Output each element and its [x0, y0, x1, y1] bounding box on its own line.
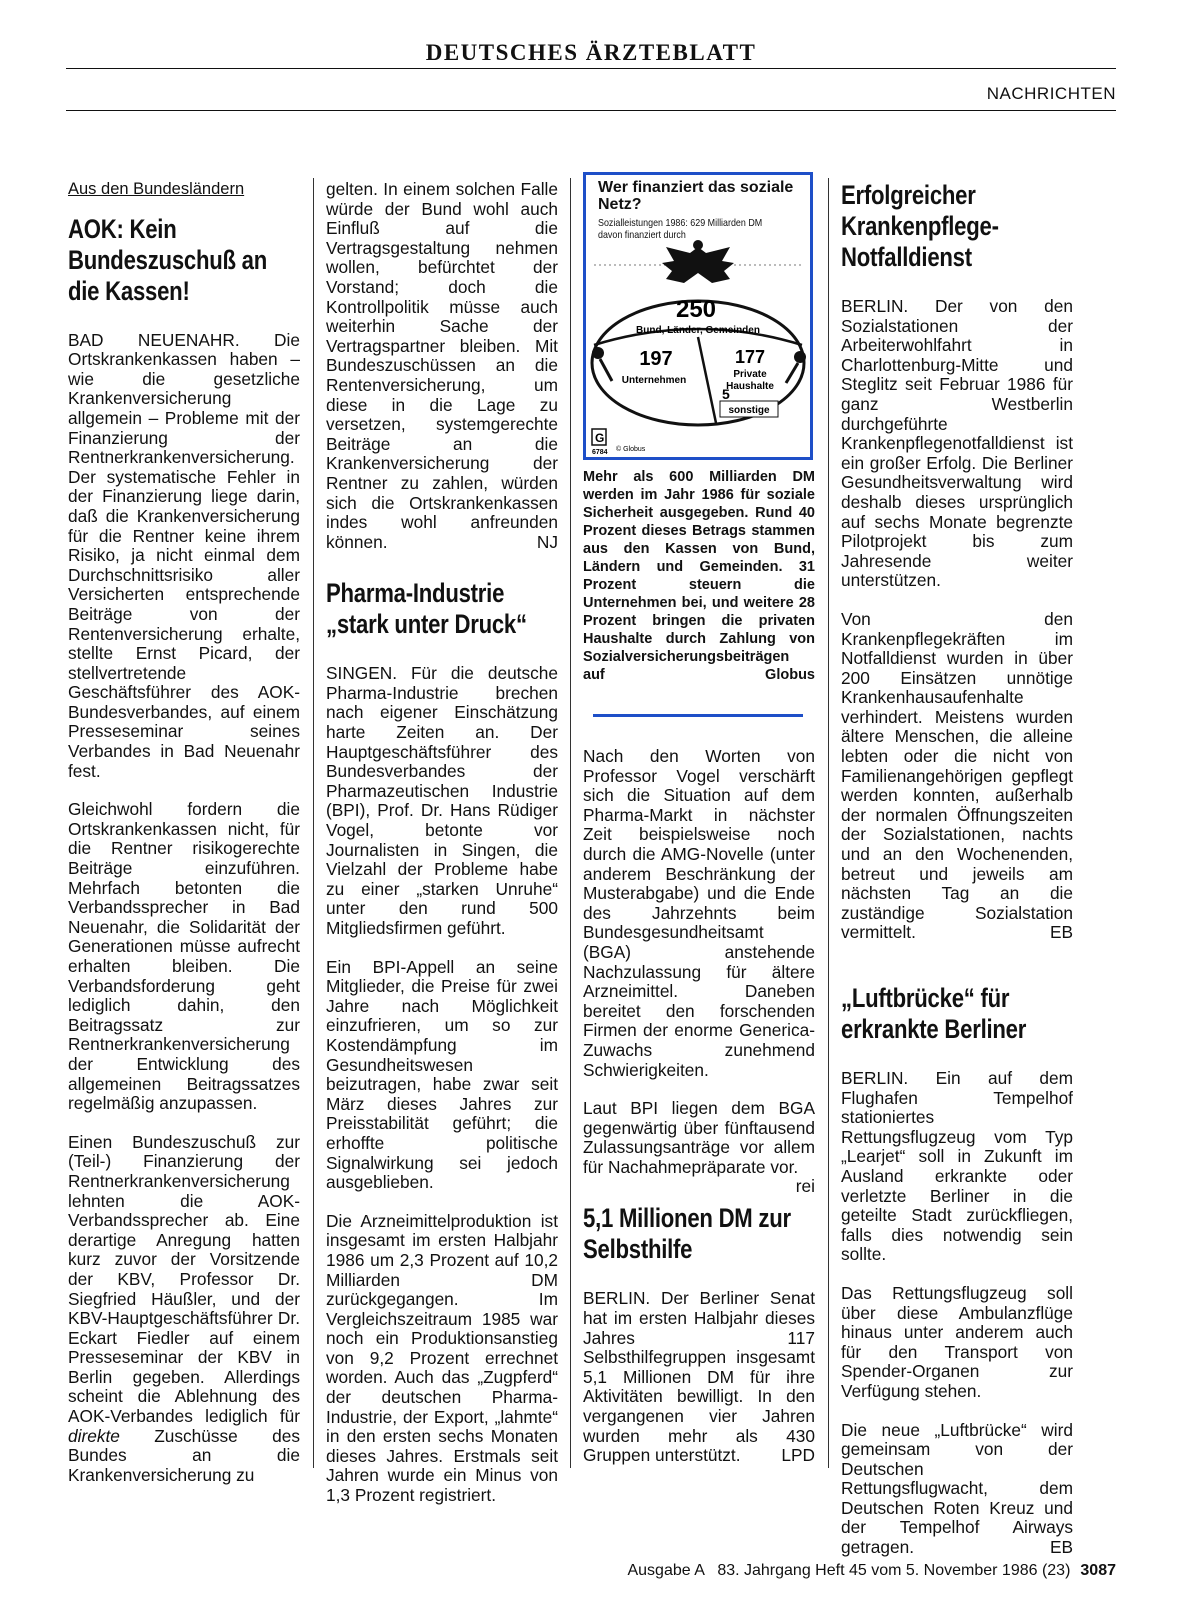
- author-signature: rei: [795, 1176, 815, 1197]
- article-paragraph: [583, 1289, 815, 1465]
- graphic-credit: © Globus: [616, 446, 646, 453]
- label-250: Bund, Länder, Gemeinden: [636, 325, 760, 336]
- column-4: [841, 180, 1073, 1558]
- column-3: [583, 172, 815, 1466]
- page-footer: [627, 1562, 1116, 1580]
- article-paragraph: Die Arzneimittelproduktion ist insgesamt im ersten Halbjahr 1986 um 2,3 Prozent auf 10,2 Milliarden DM zurückgegangen. Im Vergleichszeitraum 1985 war noch ein Produktionsanstieg von 9,2 Prozent errechnet worden. Auch das „Zugpferd“ der deutschen Pharma-Industrie, der Export, „lahmte“ in den ersten sechs Monaten dieses Jahres. Erstmals seit Jahren wurde ein Minus von 1,3 Prozent registriert.: [326, 1210, 558, 1506]
- column-divider: [828, 178, 829, 1468]
- graphic-code: 6784: [592, 449, 608, 456]
- eagle-icon: [662, 240, 734, 283]
- label-197: Unternehmen: [621, 375, 687, 386]
- caption-text: Mehr als 600 Milliarden DM werden im Jahr 1986 für soziale Sicherheit ausgegeben. Rund 40 Prozent dieses Betrags stammen aus den Kassen von Bund, Ländern und Gemeinden. 31 Prozent steuern die Unternehmen bei, und weitere 28 Prozent bringen die privaten Haushalte durch Zahlung von Sozialversicherungsbeiträgen auf: [583, 469, 815, 683]
- infographic-caption: [583, 468, 815, 684]
- text-run: Einen Bundeszuschuß zur (Teil-) Finanzierung der Rentnerkrankenversicherung lehnten die AOK-Verbandssprecher ab. Eine derartige Anregung hatten kurz zuvor der Vorsitzende der KBV, Professor Dr. Siegfried Häußler, und der KBV-Hauptgeschäftsführer Dr. Eckart Fiedler auf einem Presseseminar der KBV in Berlin gegeben. Allerdings scheint die Ablehnung des AOK-Verbandes lediglich für: [68, 1131, 300, 1427]
- subtitle-line: Sozialleistungen 1986: 629 Milliarden DM: [598, 217, 763, 229]
- text-run: BERLIN. Der Berliner Senat hat im ersten Halbjahr dieses Jahres 117 Selbsthilfegruppen insgesamt 5,1 Millionen DM für ihre Aktivitäten bewilligt. In den vergangenen vier Jahren wurden mehr als 430 Gruppen unterstützt.: [583, 1288, 815, 1466]
- author-signature: NJ: [536, 531, 558, 552]
- blue-divider: [593, 714, 803, 717]
- value-250: 250: [675, 296, 717, 323]
- article-paragraph: Ein BPI-Appell an seine Mitglieder, die Preise für zwei Jahre nach Möglichkeit einzufrieren, um so zur Kostendämpfung im Gesundheitswesen beizutragen, habe zwar seit März dieses Jahres zur Preisstabilität geführt; die erhoffte politische Signalwirkung sei jedoch ausgeblieben.: [326, 956, 558, 1193]
- text-run: Die neue „Luftbrücke“ wird gemeinsam von der Deutschen Rettungsflugwacht, dem Deutschen Roten Kreuz und der Tempelhof Airways getragen.: [841, 1419, 1073, 1558]
- globus-logo-letter: G: [595, 431, 605, 445]
- article-paragraph: [841, 1421, 1073, 1558]
- headline-notfalldienst: Erfolgreicher Krankenpflege-Notfalldienst: [841, 180, 999, 272]
- article-paragraph: BAD NEUENAHR. Die Ortskrankenkassen haben – wie die gesetzliche Krankenversicherung allgemein – Probleme mit der Finanzierung der Rentnerkrankenversicherung. Der systematische Fehler in der Finanzierung liege darin, daß die Krankenversicherung für die Rentner keine ihrem Risiko, ja nicht einmal dem Durchschnittsrisiko aller Versicherten entsprechende Beiträge von der Rentenversicherung erhalte, stellte Ernst Picard, der stellvertretende Geschäftsführer des AOK-Bundesverbandes, auf einem Presseseminar seines Verbandes in Bad Neuenahr fest.: [68, 329, 300, 781]
- subtitle-line: davon finanziert durch: [598, 229, 686, 241]
- emphasis: direkte: [68, 1425, 120, 1446]
- column-2: [326, 180, 558, 1506]
- author-signature: EB: [1049, 1537, 1073, 1558]
- label-177: Private: [733, 369, 767, 380]
- section-rule: [66, 110, 1116, 111]
- headline-pharma: Pharma-Industrie „stark unter Druck“: [326, 578, 527, 640]
- text-run: Von den Krankenpflegekräften im Notfalldienst wurden in über 200 Einsätzen unnötige Krankenhausaufenhalte verhindert. Meistens wurden ältere Menschen, die alleine lebten oder die nicht von Familienangehörigen gepflegt werden konnten, außerhalb der normalen Öffnungszeiten der Sozialstationen, nachts und an den Wochenenden, betreut und jeweils am nächsten Tag an die zuständige Sozialstation vermittelt.: [841, 608, 1073, 943]
- caption-signature: Globus: [765, 667, 815, 683]
- column-divider: [570, 178, 571, 1468]
- article-paragraph: [68, 1133, 300, 1486]
- text-run: Laut BPI liegen dem BGA gegenwärtig über fünftausend Zulassungsanträge vor allem für Nachahmepräparate vor.: [583, 1098, 815, 1177]
- article-paragraph: [326, 180, 558, 552]
- column-1: [68, 180, 300, 1485]
- headline-aok: AOK: Kein Bundeszuschuß an die Kassen!: [68, 213, 268, 306]
- label-5: sonstige: [728, 405, 770, 416]
- article-paragraph: SINGEN. Für die deutsche Pharma-Industrie brechen nach eigener Einschätzung harte Zeiten an. Der Hauptgeschäftsführer des Bundesverbandes der Pharmazeutischen Industrie (BPI), Prof. Dr. Hans Rüdiger Vogel, betonte vor Journalisten in Singen, die Vielzahl der Probleme habe zu einer „starken Unruhe“ unter den rund 500 Mitgliedsfirmen geführt.: [326, 663, 558, 938]
- article-paragraph: Das Rettungsflugzeug soll über diese Ambulanzflüge hinaus unter anderem auch für den Transport von Spender-Organen zur Verfügung stehen.: [841, 1282, 1073, 1401]
- author-signature: LPD: [781, 1445, 815, 1466]
- section-label: NACHRICHTEN: [986, 84, 1116, 103]
- label-177: Haushalte: [726, 381, 774, 392]
- kicker: Aus den Bundesländern: [68, 180, 245, 198]
- value-177: 177: [734, 347, 766, 367]
- headline-luftbruecke: „Luftbrücke“ für erkrankte Berliner: [841, 983, 1027, 1044]
- infographic-title: Wer finanziert das soziale Netz?: [598, 179, 794, 213]
- headline-selbsthilfe: 5,1 Millionen DM zur Selbsthilfe: [583, 1203, 791, 1265]
- issue-info: Ausgabe A 83. Jahrgang Heft 45 vom 5. November 1986 (23): [627, 1562, 1071, 1579]
- text-run: gelten. In einem solchen Falle würde der Bund wohl auch Einfluß auf die Vertragsgestaltung nehmen wollen, befürchtet der Vorstand; doch die Kontrollpolitik müsse auch weiterhin Sache der Vertragspartner bleiben. Mit Bundeszuschüssen an die Rentenversicherung, um diese in die Lage zu versetzen, systemgerechte Beiträge an die Krankenversicherung der Rentner zu zahlen, würden sich die Ortskrankenkassen indes wohl anfreunden können.: [326, 179, 558, 552]
- article-paragraph: [583, 1098, 815, 1197]
- article-paragraph: BERLIN. Ein auf dem Flughafen Tempelhof stationiertes Rettungsflugzeug vom Typ „Learjet“ soll in Zukunft im Ausland erkrankte oder verletzte Berliner in die geteilte Stadt zurückfliegen, falls dies notwendig sein sollte.: [841, 1068, 1073, 1265]
- text-run: Zuschüsse des Bundes an die Krankenversicherung zu: [68, 1425, 300, 1485]
- masthead: DEUTSCHES ÄRZTEBLATT: [425, 40, 757, 65]
- article-paragraph: BERLIN. Der von den Sozialstationen der Arbeiterwohlfahrt in Charlottenburg-Mitte und Steglitz seit Februar 1986 für ganz Westberlin durchgeführte Krankenpflegenotfalldienst ist ein großer Erfolg. Die Berliner Gesundheitsverwaltung wird deshalb dieses ursprünglich auf sechs Monate begrenzte Pilotprojekt bis zum Jahresende weiter unterstützen.: [841, 296, 1073, 591]
- value-197: 197: [639, 348, 673, 370]
- column-divider: [313, 178, 314, 1468]
- infographic-subtitle: [598, 217, 762, 241]
- article-paragraph: Nach den Worten von Professor Vogel verschärft sich die Situation auf dem Pharma-Markt in nächster Zeit beispielsweise noch durch die AMG-Novelle (unter anderem Beschränkung der Musterabgabe) und die Ende des Jahrzehnts beim Bundesgesundheitsamt (BGA) anstehende Nachzulassung für ältere Arzneimittel. Daneben bereitet den forschenden Firmen der enorme Generica-Zuwachs zunehmend Schwierigkeiten.: [583, 746, 815, 1080]
- value-5: 5: [722, 386, 730, 402]
- author-signature: EB: [1049, 922, 1073, 943]
- infographic: [583, 172, 813, 460]
- article-paragraph: [841, 610, 1073, 943]
- article-paragraph: Gleichwohl fordern die Ortskrankenkassen nicht, für die Rentner risikogerechte Beiträge einzuführen. Mehrfach betonten die Verbandssprecher in Bad Neuenahr, die Solidarität der Generationen müsse aufrecht erhalten bleiben. Die Verbandsforderung geht lediglich dahin, den Beitragssatz zur Rentnerkrankenversicherung der Entwicklung des allgemeinen Beitragssatzes regelmäßig anzupassen.: [68, 799, 300, 1114]
- page-number: 3087: [1080, 1562, 1116, 1579]
- masthead-rule: [66, 68, 1116, 69]
